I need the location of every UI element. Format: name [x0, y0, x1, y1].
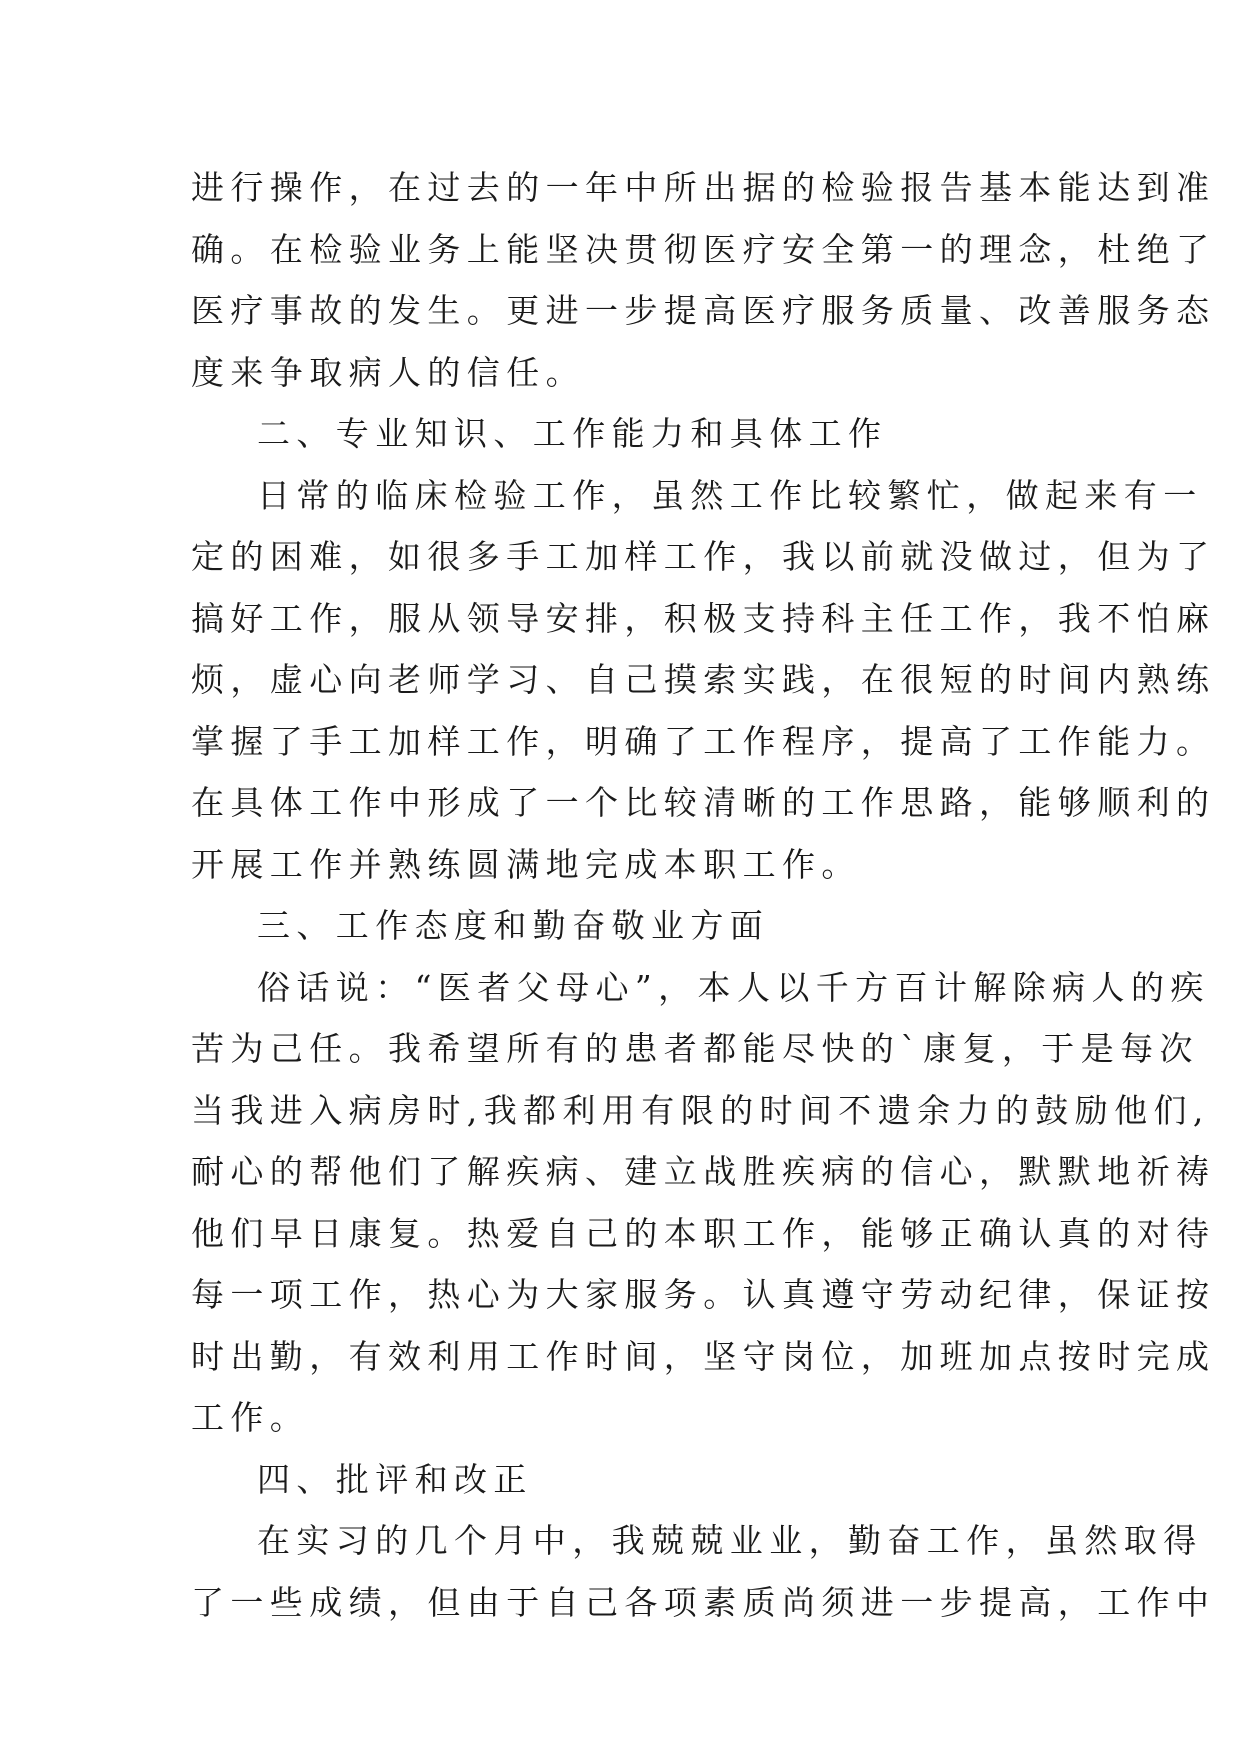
paragraph-line: 耐心的帮他们了解疾病、建立战胜疾病的信心，默默地祈祷	[191, 1152, 1216, 1191]
paragraph-line: 了一些成绩，但由于自己各项素质尚须进一步提高，工作中	[191, 1582, 1216, 1622]
paragraph-line: 他们早日康复。热爱自己的本职工作，能够正确认真的对待	[191, 1213, 1216, 1253]
paragraph-line: 确。在检验业务上能坚决贯彻医疗安全第一的理念，杜绝了	[191, 229, 1216, 269]
paragraph-line: 医疗事故的发生。更进一步提高医疗服务质量、改善服务态	[191, 291, 1216, 330]
paragraph-line: 俗话说：“医者父母心”，本人以千方百计解除病人的疾	[257, 967, 1210, 1007]
document-body	[191, 157, 1216, 1633]
section-heading: 三、工作态度和勤奋敬业方面	[257, 906, 770, 945]
paragraph-line: 定的困难，如很多手工加样工作，我以前就没做过，但为了	[191, 537, 1216, 576]
paragraph-line: 度来争取病人的信任。	[191, 352, 585, 392]
section-heading: 四、批评和改正	[257, 1459, 533, 1499]
paragraph-line: 当我进入病房时,我都利用有限的时间不遗余力的鼓励他们,	[191, 1090, 1210, 1130]
paragraph-line: 苦为己任。我希望所有的患者都能尽快的`康复，于是每次	[191, 1029, 1199, 1068]
paragraph-line: 开展工作并熟练圆满地完成本职工作。	[191, 844, 861, 884]
paragraph-line: 进行操作，在过去的一年中所出据的检验报告基本能达到准	[191, 168, 1216, 207]
paragraph-line: 掌握了手工加样工作，明确了工作程序，提高了工作能力。	[191, 721, 1216, 761]
paragraph-line: 工作。	[191, 1398, 310, 1437]
paragraph-line: 时出勤，有效利用工作时间，坚守岗位，加班加点按时完成	[191, 1336, 1216, 1376]
paragraph-line: 在实习的几个月中，我兢兢业业，勤奋工作，虽然取得	[257, 1521, 1203, 1560]
paragraph-line: 每一项工作，热心为大家服务。认真遵守劳动纪律，保证按	[191, 1275, 1216, 1314]
section-heading: 二、专业知识、工作能力和具体工作	[257, 414, 888, 453]
paragraph-line: 烦，虚心向老师学习、自己摸索实践，在很短的时间内熟练	[191, 660, 1216, 699]
paragraph-line: 日常的临床检验工作，虽然工作比较繁忙，做起来有一	[257, 475, 1203, 515]
paragraph-line: 在具体工作中形成了一个比较清晰的工作思路，能够顺利的	[191, 783, 1216, 822]
paragraph-line: 搞好工作，服从领导安排，积极支持科主任工作，我不怕麻	[191, 598, 1216, 638]
